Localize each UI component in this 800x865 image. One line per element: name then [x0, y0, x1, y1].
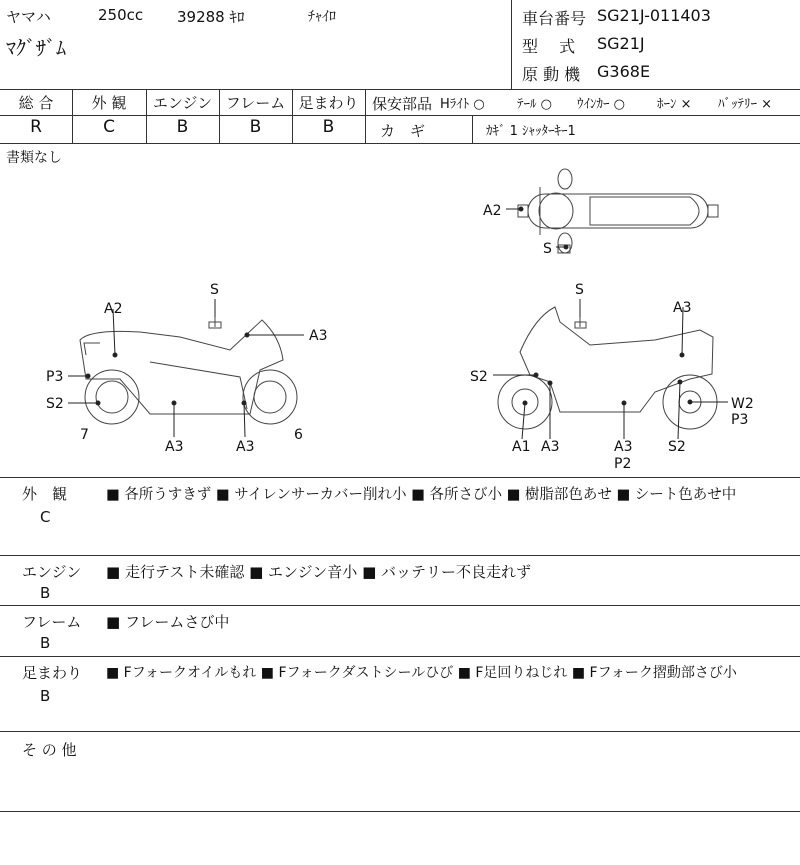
grade-header-overall: 総 合: [18, 94, 54, 112]
left-label-p3: P3: [46, 369, 64, 385]
section-appearance-notes: ■ 各所うすきず ■ サイレンサーカバー削れ小 ■ 各所さび小 ■ 樹脂部色あせ ■ シート色あせ中: [106, 487, 737, 503]
left-label-7: 7: [80, 427, 89, 443]
model-name: ﾏｸﾞｻﾞﾑ: [6, 36, 66, 60]
damage-diagram: [0, 147, 800, 477]
grade-suspension: B: [322, 117, 335, 137]
scooter-left-side: [80, 312, 297, 424]
left-label-s2: S2: [46, 396, 64, 412]
right-label-w2: W2: [731, 396, 754, 412]
safety-winker: ｳｲﾝｶｰ ○: [577, 97, 625, 112]
section-appearance-grade: C: [40, 508, 51, 526]
maker: ヤマハ: [6, 8, 51, 26]
section-suspension-grade: B: [40, 687, 51, 705]
engine-label: 原 動 機: [522, 65, 581, 84]
mileage: 39288 ｷﾛ: [177, 8, 245, 26]
section-frame-grade: B: [40, 634, 51, 652]
color: ﾁｬｲﾛ: [308, 9, 336, 25]
section-frame-label: フレーム: [22, 613, 82, 631]
safety-horn: ﾎｰﾝ ×: [657, 97, 692, 112]
left-label-a3-mid: A3: [165, 439, 184, 455]
key-label: カ ギ: [380, 122, 426, 140]
grade-header-appearance: 外 観: [91, 94, 127, 112]
right-label-p3: P3: [731, 412, 749, 428]
section-other-label: そ の 他: [22, 741, 77, 759]
top-label-s: S: [543, 241, 552, 257]
section-frame-notes: ■ フレームさび中: [106, 613, 230, 631]
section-engine-grade: B: [40, 584, 51, 602]
grade-frame: B: [249, 117, 262, 137]
grade-header-frame: フレーム: [225, 94, 286, 112]
right-label-a3-top: A3: [673, 300, 692, 316]
left-label-a3-right: A3: [236, 439, 255, 455]
right-label-s2-bottom: S2: [668, 439, 686, 455]
frame-no: SG21J-011403: [597, 6, 711, 25]
engine-code: G368E: [597, 62, 651, 81]
displacement: 250cc: [98, 6, 144, 24]
grade-engine: B: [176, 117, 189, 137]
grade-header-suspension: 足まわり: [298, 94, 359, 112]
right-label-a3-right: A3: [614, 439, 633, 455]
left-label-s: S: [210, 282, 219, 298]
section-suspension-notes: ■ Fフォークオイルもれ ■ Fフォークダストシールひび ■ F足回りねじれ ■ Fフォーク摺動部さび小: [106, 665, 737, 681]
section-engine-notes: ■ 走行テスト未確認 ■ エンジン音小 ■ バッテリー不良走れず: [106, 563, 532, 581]
grade-overall: R: [30, 117, 42, 137]
right-label-a1: A1: [512, 439, 531, 455]
frame-no-label: 車台番号: [522, 9, 587, 28]
section-engine-label: エンジン: [22, 563, 82, 581]
top-label-a2: A2: [483, 203, 502, 219]
key-value: ｶｷﾞ 1 ｼｬｯﾀｰｷｰ1: [486, 124, 576, 139]
model-code: SG21J: [597, 34, 645, 53]
docs-note: 書類なし: [6, 150, 62, 166]
right-label-s2: S2: [470, 369, 488, 385]
left-label-a3-top: A3: [309, 328, 328, 344]
left-label-6: 6: [294, 427, 303, 443]
scooter-right-side: [498, 307, 717, 429]
right-label-s: S: [575, 282, 584, 298]
grade-header-engine: エンジン: [152, 94, 213, 112]
section-suspension-label: 足まわり: [22, 664, 83, 682]
section-appearance-label: 外 観: [22, 485, 68, 503]
grade-appearance: C: [103, 117, 115, 137]
safety-label: 保安部品: [372, 95, 433, 113]
left-label-a2: A2: [104, 301, 123, 317]
model-code-label: 型 式: [522, 37, 576, 56]
right-label-p2: P2: [614, 456, 632, 472]
safety-tail: ﾃｰﾙ ○: [517, 97, 552, 112]
safety-headlight: Hﾗｲﾄ ○: [440, 97, 485, 112]
right-label-a3-mid: A3: [541, 439, 560, 455]
safety-battery: ﾊﾞｯﾃﾘｰ ×: [718, 97, 773, 112]
